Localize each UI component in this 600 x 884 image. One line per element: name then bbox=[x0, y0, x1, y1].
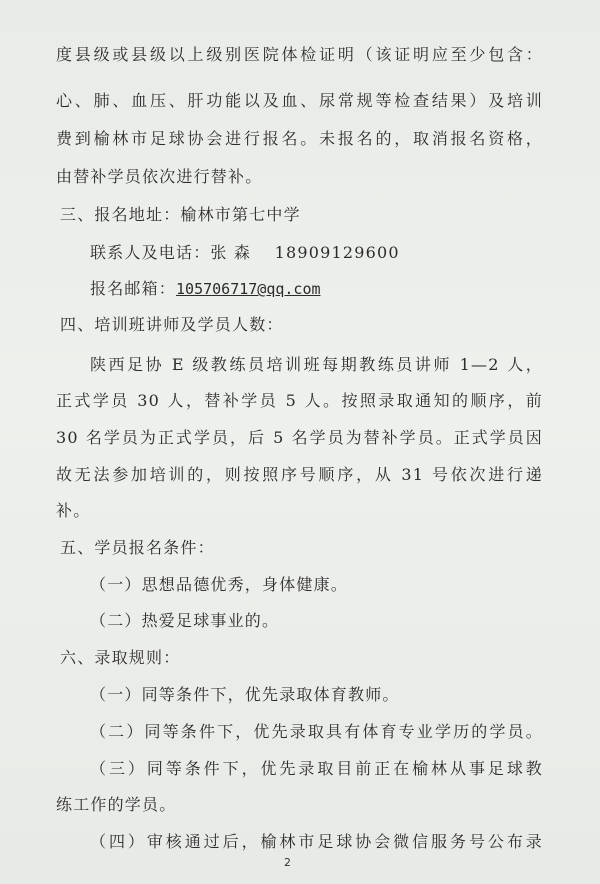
paragraph-line: 由替补学员依次进行替补。 bbox=[56, 167, 263, 186]
section-heading: 五、学员报名条件： bbox=[60, 538, 215, 557]
contact-line: 联系人及电话：张 森 18909129600 bbox=[90, 243, 400, 262]
list-item: （一）思想品德优秀，身体健康。 bbox=[90, 575, 349, 594]
email-label: 报名邮箱： bbox=[90, 279, 177, 298]
section-heading: 四、培训班讲师及学员人数： bbox=[60, 315, 284, 334]
list-item: （四）审核通过后，榆林市足球协会微信服务号公布录 bbox=[90, 832, 543, 851]
email-link[interactable]: 105706717@qq.com bbox=[176, 280, 321, 298]
list-item: （三）同等条件下，优先录取目前正在榆林从事足球教 bbox=[90, 759, 543, 778]
paragraph-line: 故无法参加培训的，则按照序号顺序，从 31 号依次进行递 bbox=[56, 465, 543, 484]
list-item: （二）同等条件下，优先录取具有体育专业学历的学员。 bbox=[90, 722, 543, 741]
list-item: （二）热爱足球事业的。 bbox=[90, 611, 280, 630]
list-item: （一）同等条件下，优先录取体育教师。 bbox=[90, 685, 400, 704]
paragraph-line: 30 名学员为正式学员，后 5 名学员为替补学员。正式学员因 bbox=[56, 428, 543, 447]
paragraph-line: 正式学员 30 人，替补学员 5 人。按照录取通知的顺序，前 bbox=[56, 391, 543, 410]
paragraph-line: 度县级或县级以上级别医院体检证明（该证明应至少包含： bbox=[56, 45, 543, 64]
list-item-continuation: 练工作的学员。 bbox=[56, 795, 177, 814]
section-heading: 三、报名地址：榆林市第七中学 bbox=[60, 205, 301, 224]
paragraph-line: 补。 bbox=[56, 501, 91, 520]
paragraph-line: 心、肺、血压、肝功能以及血、尿常规等检查结果）及培训 bbox=[56, 91, 543, 110]
email-line bbox=[90, 279, 321, 299]
paragraph-line: 陕西足协 E 级教练员培训班每期教练员讲师 1—2 人， bbox=[90, 355, 543, 374]
paragraph-line: 费到榆林市足球协会进行报名。未报名的，取消报名资格， bbox=[56, 129, 543, 148]
page-number: 2 bbox=[284, 856, 291, 869]
section-heading: 六、录取规则： bbox=[60, 648, 181, 667]
